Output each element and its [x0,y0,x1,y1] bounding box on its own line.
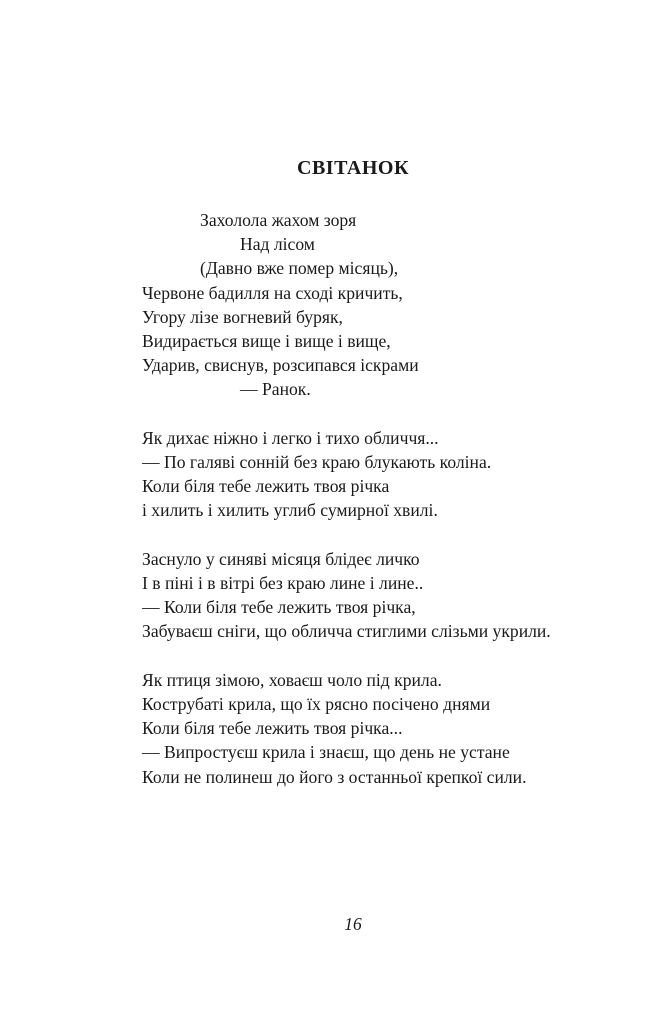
poem-line: Угору лізе вогневий буряк, [142,306,343,327]
poem-line: Як дихає ніжно і легко і тихо обличчя... [142,427,439,448]
page-number: 16 [344,914,362,934]
poem-line: і хилить і хилить углиб сумирної хвилі. [142,500,438,521]
poem-line: Коли біля тебе лежить твоя річка... [142,718,403,739]
stanza-1 [142,208,551,402]
poem-title: СВІТАНОК [297,157,409,179]
poem-line: Коли біля тебе лежить твоя річка [142,476,390,497]
poem-line: (Давно вже помер місяць), [200,258,399,279]
poem-line: — Випростуєш крила і знаєш, що день не устане [142,742,510,763]
poem-line: Як птиця зімою, ховаєш чоло під крила. [142,669,442,690]
poem-line: — Коли біля тебе лежить твоя річка, [142,597,416,618]
poem-line: Кострубаті крила, що їх рясно посічено днями [142,694,491,715]
poem-line: Коли не полинеш до його з останньої крепкої сили. [142,766,527,787]
poem-line: Забуваєш сніги, що обличча стиглими слізьми укрили. [142,621,551,642]
stanza-4 [142,668,551,789]
poem-line: Видирається вище і вище і вище, [142,331,391,352]
poem-line: Заснуло у синяві місяця блідеє личко [142,548,420,569]
poem-line: Червоне бадилля на сході кричить, [142,282,403,303]
poem-line: І в піні і в вітрі без краю лине і лине.. [142,573,424,594]
stanza-3 [142,547,551,644]
poem-line: Захолола жахом зоря [200,210,357,230]
stanza-2 [142,426,551,523]
poem-body [142,208,551,789]
poem-line: — По галяві сонній без краю блукають коліна. [142,452,492,473]
poem-line: — Ранок. [240,379,311,400]
poem-line: Ударив, свиснув, розсипався іскрами [142,355,419,376]
poem-line: Над лісом [240,234,315,255]
